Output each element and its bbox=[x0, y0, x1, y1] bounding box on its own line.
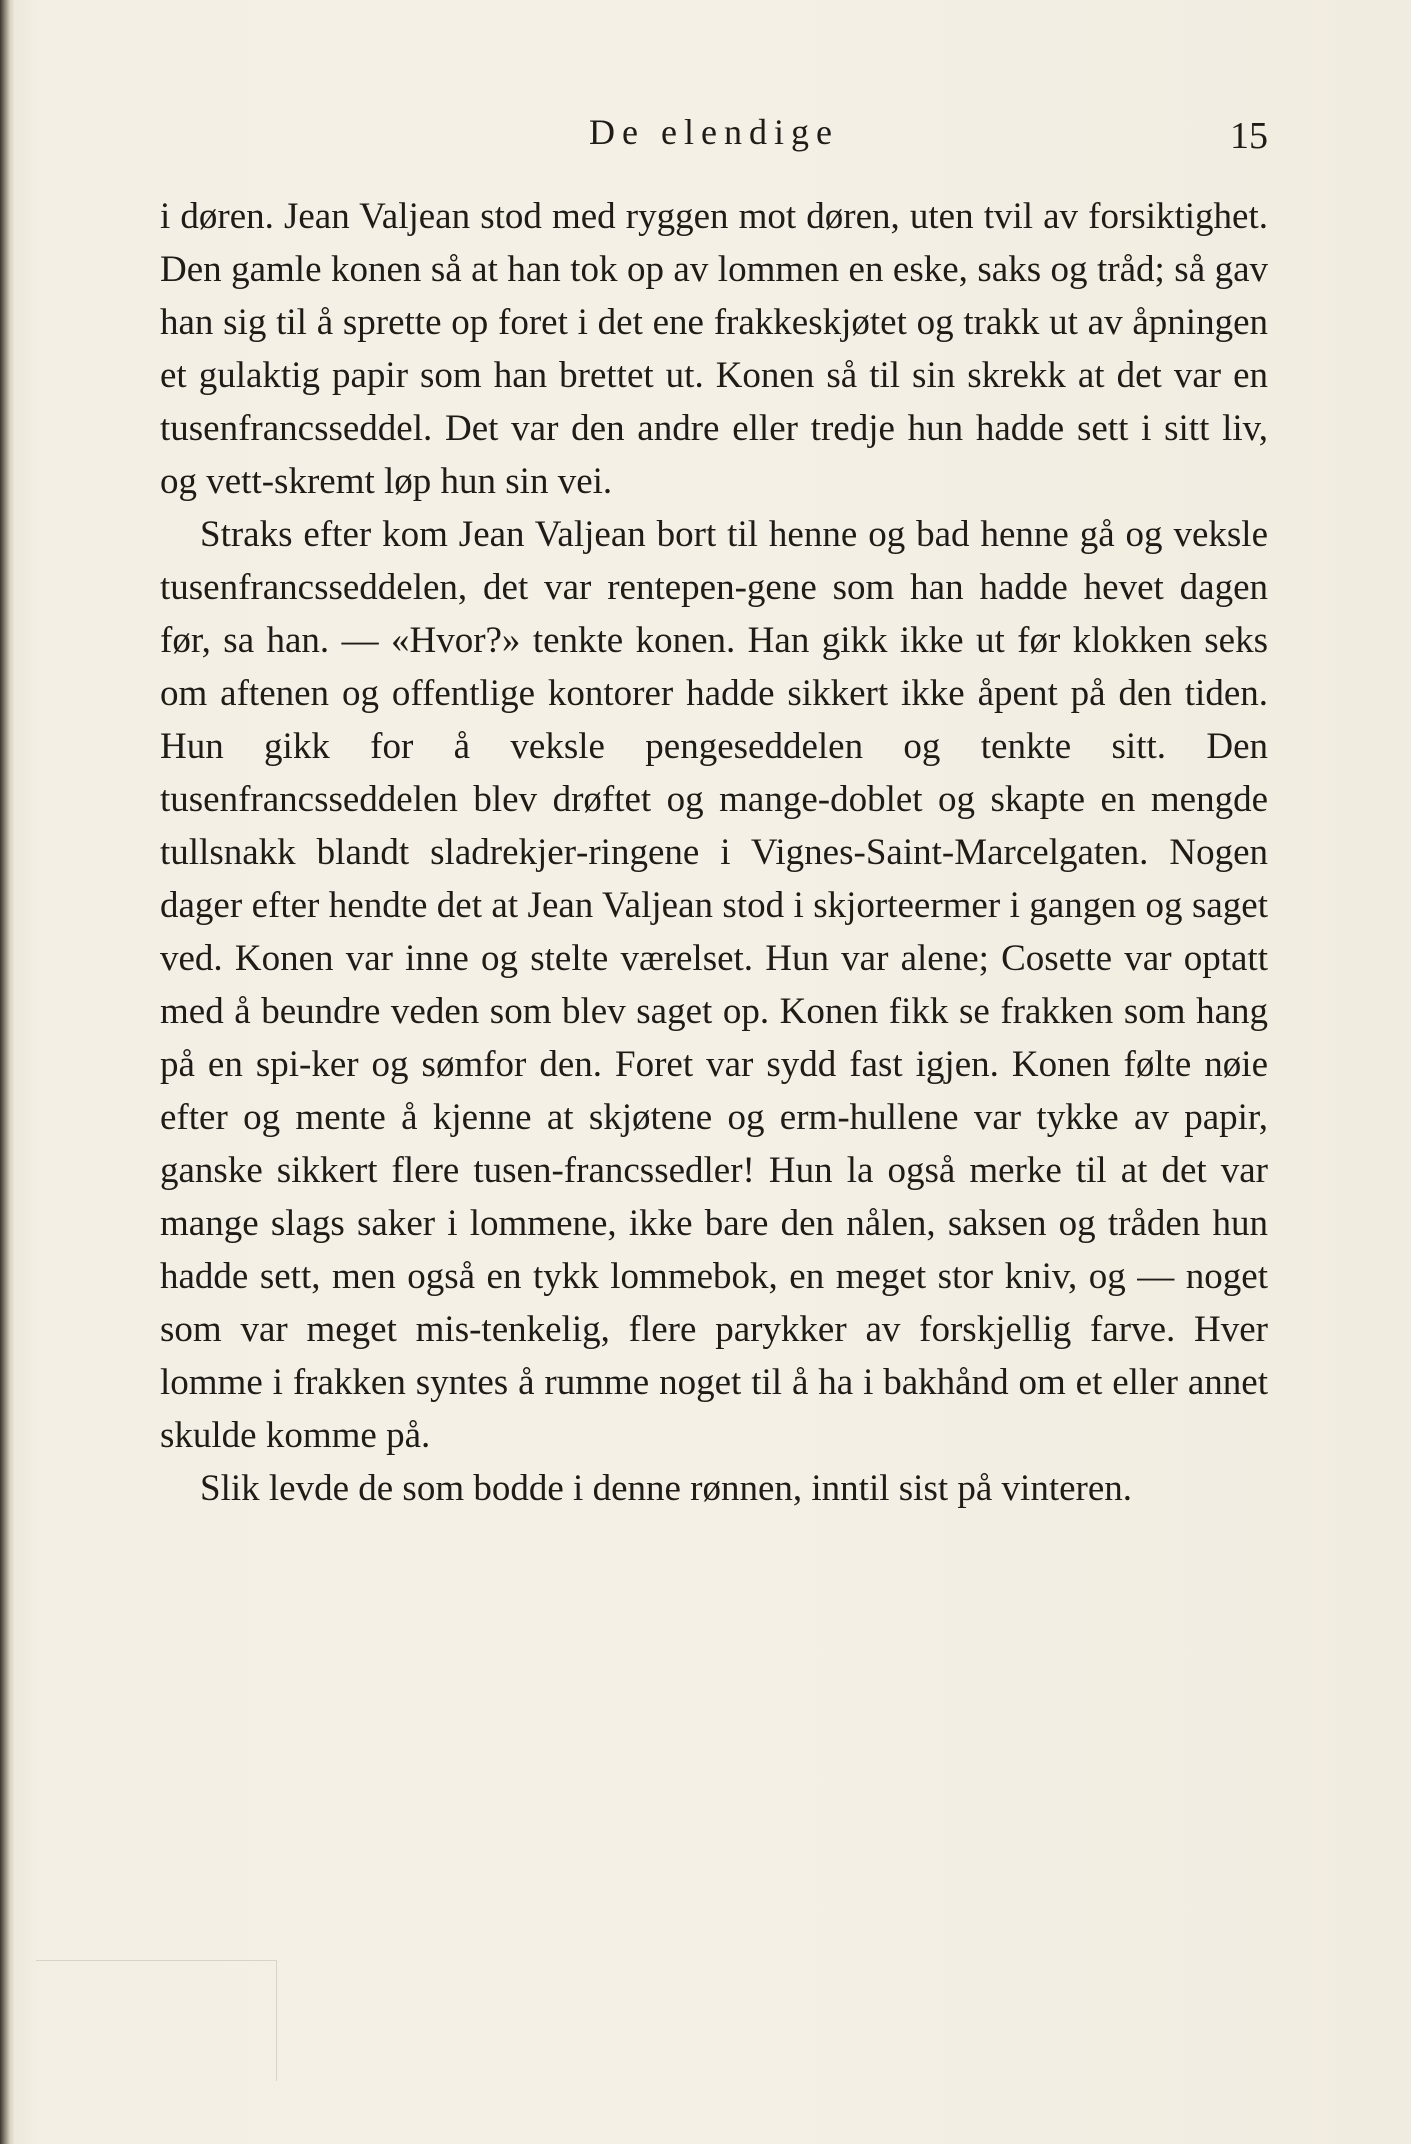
binding-edge bbox=[0, 0, 14, 2144]
paragraph-1: i døren. Jean Valjean stod med ryggen mot døren, uten tvil av forsiktighet. Den gamle konen så at han tok op av lommen en eske, saks og tråd; så gav han sig til å sprette op foret i det ene frakkeskjøtet og trakk ut av åpningen et gulaktig papir som han brettet ut. Konen så til sin skrekk at det var en tusenfrancsseddel. Det var den andre eller tredje hun hadde sett i sitt liv, og vett‐skremt løp hun sin vei. bbox=[160, 196, 1268, 502]
paragraph-3: Slik levde de som bodde i denne rønnen, inntil sist på vinteren. bbox=[200, 1468, 1133, 1509]
page-header bbox=[160, 108, 1268, 156]
running-title: De elendige bbox=[589, 112, 839, 152]
page-number: 15 bbox=[1230, 115, 1268, 157]
body-text bbox=[160, 190, 1268, 1515]
paper-mark bbox=[36, 1960, 277, 2081]
paragraph-2: Straks efter kom Jean Valjean bort til henne og bad henne gå og veksle tusenfrancsseddelen, det var rentepen‐gene som han hadde hevet dagen før, sa han. — «Hvor?» tenkte konen. Han gikk ikke ut før klokken seks om aftenen og offentlige kontorer hadde sikkert ikke åpent på den tiden. Hun gikk for å veksle pengeseddelen og tenkte sitt. Den tusenfrancsseddelen blev drøftet og mange‐doblet og skapte en mengde tullsnakk blandt sladrekjer‐ringene i Vignes‐Saint‐Marcelgaten. Nogen dager efter hendte det at Jean Valjean stod i skjorteermer i gangen og saget ved. Konen var inne og stelte værelset. Hun var alene; Cosette var optatt med å beundre veden som blev saget op. Konen fikk se frakken som hang på en spi‐ker og sømfor den. Foret var sydd fast igjen. Konen følte nøie efter og mente å kjenne at skjøtene og erm‐hullene var tykke av papir, ganske sikkert flere tusen‐francssedler! Hun la også merke til at det var mange slags saker i lommene, ikke bare den nålen, saksen og tråden hun hadde sett, men også en tykk lommebok, en meget stor kniv, og — noget som var meget mis‐tenkelig, flere parykker av forskjellig farve. Hver lomme i frakken syntes å rumme noget til å ha i bakhånd om et eller annet skulde komme på. bbox=[160, 514, 1268, 1456]
